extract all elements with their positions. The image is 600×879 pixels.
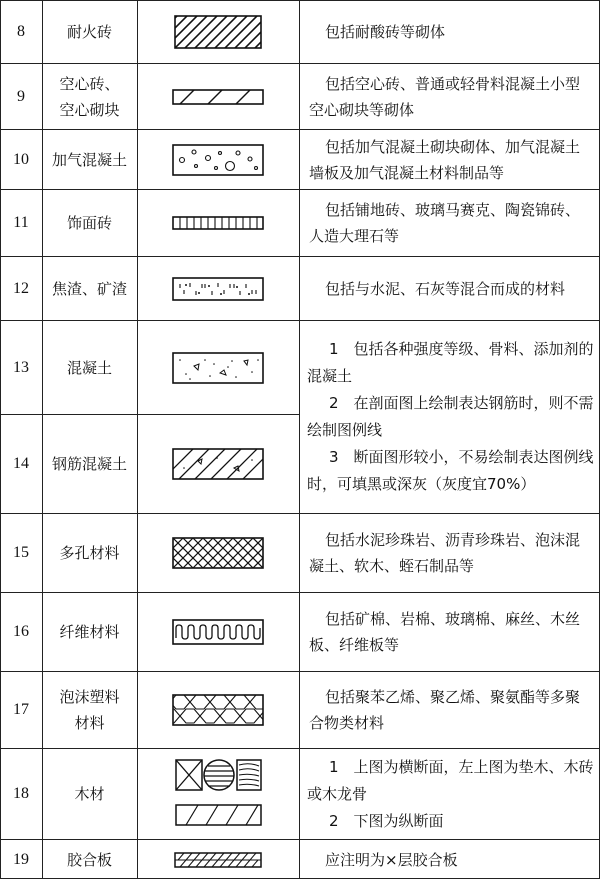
material-name: 木材	[74, 785, 105, 803]
material-name: 加气混凝土	[51, 150, 127, 169]
material-name: 泡沫塑料 材料	[59, 688, 120, 732]
wood-note-2: 2 下图为纵断面	[329, 812, 444, 830]
concrete-note-2: 2 在剖面图上绘制表达钢筋时，则不需绘制图例线	[307, 393, 594, 439]
material-note: 包括耐酸砖等砌体	[325, 23, 446, 41]
material-name: 多孔材料	[59, 544, 120, 562]
facing-tile-icon	[137, 190, 299, 256]
row-number: 16	[13, 623, 29, 640]
material-name: 耐火砖	[66, 23, 112, 41]
concrete-note-1: 1 包括各种强度等级、骨料、添加剂的混凝土	[307, 339, 594, 385]
concrete-note-3: 3 断面图形较小，不易绘制表达图例线时，可填黑或深灰（灰度宜70%）	[307, 447, 594, 493]
table-row	[0, 256, 600, 320]
slag-icon	[137, 257, 299, 320]
material-note: 包括水泥珍珠岩、沥青珍珠岩、泡沫混凝土、软木、蛭石制品等	[309, 531, 581, 575]
table-row	[0, 0, 600, 63]
porous-crosshatch-icon	[137, 514, 299, 592]
plywood-icon	[137, 840, 299, 879]
hollow-brick-icon	[137, 64, 299, 129]
row-number: 9	[17, 87, 25, 105]
material-note: 包括加气混凝土砌块砌体、加气混凝土墙板及加气混凝土材料制品等	[309, 137, 581, 182]
material-name: 胶合板	[66, 850, 112, 869]
hatch-dense-icon	[137, 1, 299, 63]
row-number: 15	[13, 544, 29, 561]
table-row	[0, 129, 600, 189]
material-note: 包括与水泥、石灰等混合而成的材料	[325, 279, 566, 298]
material-name: 焦渣、矿渣	[51, 279, 127, 298]
material-note: 包括铺地砖、玻璃马赛克、陶瓷锦砖、人造大理石等	[309, 201, 581, 245]
wood-notes	[299, 749, 600, 840]
table-row	[0, 748, 600, 839]
row-number: 18	[13, 785, 29, 802]
material-name: 钢筋混凝土	[51, 454, 127, 473]
row-number: 8	[17, 23, 25, 40]
material-note: 包括聚苯乙烯、聚乙烯、聚氨酯等多聚合物类材料	[309, 688, 581, 732]
row-number: 12	[13, 279, 29, 297]
row-number: 13	[13, 358, 29, 376]
material-note: 应注明为×层胶合板	[325, 850, 458, 869]
concrete-icon	[137, 321, 299, 414]
material-name: 纤维材料	[59, 623, 120, 641]
material-name: 饰面砖	[66, 214, 112, 232]
table-row	[0, 592, 600, 671]
material-name: 混凝土	[66, 358, 112, 377]
table-row	[0, 513, 600, 592]
material-note: 包括矿棉、岩棉、玻璃棉、麻丝、木丝板、纤维板等	[309, 610, 581, 654]
row-number: 14	[13, 454, 29, 472]
reinforced-concrete-icon	[137, 414, 299, 513]
wood-note-1: 1 上图为横断面，左上图为垫木、木砖或木龙骨	[307, 758, 594, 803]
concrete-notes	[299, 320, 600, 513]
material-note: 包括空心砖、普通或轻骨料混凝土小型空心砌块等砌体	[309, 74, 581, 119]
wood-icon	[137, 749, 299, 839]
foam-hexagon-icon	[137, 672, 299, 748]
row-number: 10	[13, 150, 29, 168]
table-row	[0, 839, 600, 879]
row-number: 11	[13, 214, 29, 231]
row-number: 17	[13, 701, 29, 718]
material-name: 空心砖、 空心砌块	[59, 74, 120, 119]
table-row	[0, 189, 600, 256]
fiber-wave-icon	[137, 593, 299, 671]
table-row	[0, 671, 600, 748]
table-row	[0, 63, 600, 129]
aerated-concrete-icon	[137, 130, 299, 189]
row-number: 19	[13, 850, 29, 868]
